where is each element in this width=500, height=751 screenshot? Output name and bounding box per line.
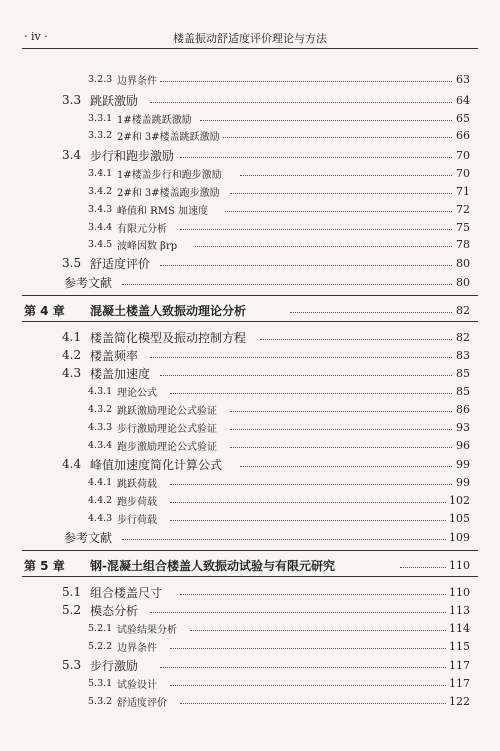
entry-number: 3.4.3 [88, 203, 113, 215]
entry-page: 82 [453, 331, 470, 344]
entry-title: 模态分析 [90, 602, 141, 619]
dot-leader [160, 265, 454, 266]
toc-entry[interactable] [0, 435, 500, 455]
dot-leader [150, 612, 454, 613]
entry-page: 85 [453, 367, 470, 380]
entry-number: 4.2 [62, 348, 82, 362]
entry-title: 舒适度评价 [90, 255, 153, 272]
dot-leader [170, 685, 454, 686]
entry-number: 4.4.3 [88, 512, 113, 524]
entry-page: 113 [446, 604, 470, 617]
chapter-divider [22, 576, 478, 577]
entry-title: 跑步荷载 [117, 493, 160, 508]
entry-page: 65 [453, 112, 470, 125]
dot-leader [180, 594, 454, 595]
toc-entry[interactable] [0, 125, 500, 145]
chapter-title: 混凝土楼盖人致振动理论分析 [90, 302, 249, 319]
entry-title: 参考文献 [64, 274, 115, 291]
entry-number: 5.3 [62, 658, 82, 672]
entry-page: 99 [453, 458, 470, 471]
dot-leader [260, 339, 454, 340]
dot-leader [230, 411, 454, 412]
toc-entry[interactable] [0, 691, 500, 711]
chapter-divider [22, 295, 478, 296]
toc-entry[interactable] [0, 582, 500, 602]
toc-entry[interactable] [0, 69, 500, 89]
entry-page: 110 [446, 559, 470, 572]
toc-entry[interactable] [0, 454, 500, 474]
entry-page: 70 [453, 149, 470, 162]
entry-page: 86 [453, 403, 470, 416]
entry-title: 舒适度评价 [117, 694, 170, 709]
entry-page: 80 [453, 257, 470, 270]
dot-leader [180, 229, 454, 230]
dot-leader [200, 120, 454, 121]
toc-entry[interactable] [0, 636, 500, 656]
entry-page: 63 [453, 73, 470, 86]
dot-leader [240, 466, 454, 467]
toc-entry-references[interactable] [0, 527, 500, 547]
dot-leader [195, 246, 454, 247]
entry-page: 117 [446, 677, 470, 690]
entry-number: 4.3.1 [88, 385, 113, 397]
entry-title: 理论公式 [117, 384, 160, 399]
entry-title: 试验结果分析 [117, 621, 180, 636]
chapter-divider [22, 321, 478, 322]
toc-entry[interactable] [0, 655, 500, 675]
entry-title: 步行荷载 [117, 511, 160, 526]
entry-title: 1#楼盖步行和跑步激励 [117, 166, 225, 181]
dot-leader [290, 312, 454, 313]
dot-leader [150, 357, 454, 358]
page-number: · iv · [24, 30, 48, 43]
entry-title: 跳跃荷载 [117, 475, 160, 490]
entry-number: 3.4.1 [88, 167, 113, 179]
toc-entry[interactable] [0, 181, 500, 201]
toc-entry[interactable] [0, 399, 500, 419]
dot-leader [160, 375, 454, 376]
chapter-number: 第 4 章 [24, 303, 65, 318]
toc-entry[interactable] [0, 417, 500, 437]
toc-entry[interactable] [0, 508, 500, 528]
entry-number: 5.3.2 [88, 695, 113, 707]
entry-number: 4.4.1 [88, 476, 113, 488]
dot-leader [170, 520, 454, 521]
entry-number: 5.2 [62, 603, 82, 617]
entry-number: 4.4 [62, 457, 82, 471]
entry-title: 2#和 3#楼盖跳跃激励 [117, 128, 223, 143]
toc-entry[interactable] [0, 199, 500, 219]
dot-leader [170, 393, 454, 394]
dot-leader [180, 703, 454, 704]
entry-title: 楼盖频率 [90, 347, 141, 364]
entry-title: 跳跃激励 [90, 92, 141, 109]
entry-page: 99 [453, 476, 470, 489]
toc-entry[interactable] [0, 90, 500, 110]
toc-entry[interactable] [0, 163, 500, 183]
entry-number: 4.3 [62, 366, 82, 380]
toc-entry[interactable] [0, 490, 500, 510]
toc-entry[interactable] [0, 673, 500, 693]
toc-entry[interactable] [0, 600, 500, 620]
toc-entry[interactable] [0, 363, 500, 383]
entry-page: 105 [446, 512, 470, 525]
entry-title: 有限元分析 [117, 220, 170, 235]
entry-page: 109 [446, 531, 470, 544]
entry-page: 117 [446, 659, 470, 672]
toc-chapter[interactable] [0, 300, 500, 320]
toc-entry[interactable] [0, 145, 500, 165]
toc-chapter[interactable] [0, 555, 500, 575]
dot-leader [170, 502, 454, 503]
chapter-number: 第 5 章 [24, 558, 65, 573]
dot-leader [170, 484, 454, 485]
dot-leader [225, 211, 454, 212]
entry-title: 参考文献 [64, 529, 115, 546]
entry-number: 3.5 [62, 256, 82, 270]
entry-page: 115 [446, 640, 470, 653]
entry-title: 步行激励 [90, 657, 141, 674]
entry-page: 75 [453, 221, 470, 234]
entry-number: 3.3 [62, 93, 82, 107]
entry-page: 80 [453, 276, 470, 289]
entry-page: 71 [453, 185, 470, 198]
entry-title: 波峰因数 βrp [117, 237, 180, 252]
chapter-title: 钢-混凝土组合楼盖人致振动试验与有限元研究 [90, 557, 338, 574]
toc-entry-references[interactable] [0, 272, 500, 292]
entry-number: 5.2.2 [88, 640, 113, 652]
entry-number: 3.4.5 [88, 238, 113, 250]
entry-number: 3.4.4 [88, 221, 113, 233]
entry-title: 边界条件 [117, 639, 160, 654]
entry-page: 66 [453, 129, 470, 142]
entry-page: 82 [453, 304, 470, 317]
entry-number: 3.3.2 [88, 129, 113, 141]
dot-leader [240, 175, 454, 176]
entry-page: 102 [446, 494, 470, 507]
entry-page: 114 [446, 622, 470, 635]
entry-number: 5.1 [62, 585, 82, 599]
entry-title: 试验设计 [117, 676, 160, 691]
entry-title: 组合楼盖尺寸 [90, 584, 165, 601]
entry-page: 70 [453, 167, 470, 180]
entry-title: 步行和跑步激励 [90, 147, 177, 164]
entry-title: 1#楼盖跳跃激励 [117, 111, 195, 126]
entry-title: 峰值和 RMS 加速度 [117, 202, 211, 217]
dot-leader [122, 539, 454, 540]
dot-leader [230, 447, 454, 448]
dot-leader [150, 102, 454, 103]
dot-leader [180, 157, 454, 158]
entry-number: 3.4 [62, 148, 82, 162]
toc-entry[interactable] [0, 472, 500, 492]
entry-page: 83 [453, 349, 470, 362]
entry-page: 110 [446, 586, 470, 599]
entry-page: 78 [453, 238, 470, 251]
entry-page: 64 [453, 94, 470, 107]
entry-page: 85 [453, 385, 470, 398]
toc-entry[interactable] [0, 345, 500, 365]
entry-title: 峰值加速度简化计算公式 [90, 456, 225, 473]
entry-number: 4.1 [62, 330, 82, 344]
dot-leader [220, 137, 454, 138]
toc-entry[interactable] [0, 253, 500, 273]
dot-leader [122, 284, 454, 285]
entry-page: 122 [446, 695, 470, 708]
entry-number: 3.3.1 [88, 112, 113, 124]
entry-title: 楼盖简化模型及振动控制方程 [90, 329, 249, 346]
entry-number: 4.3.4 [88, 439, 113, 451]
dot-leader [230, 193, 454, 194]
entry-number: 5.2.1 [88, 622, 113, 634]
dot-leader [160, 81, 454, 82]
dot-leader [190, 630, 454, 631]
entry-page: 96 [453, 439, 470, 452]
entry-number: 3.4.2 [88, 185, 113, 197]
entry-number: 3.2.3 [88, 73, 113, 85]
entry-number: 4.3.3 [88, 421, 113, 433]
dot-leader [160, 667, 454, 668]
chapter-divider [22, 550, 478, 551]
toc-entry[interactable] [0, 381, 500, 401]
entry-page: 93 [453, 421, 470, 434]
entry-title: 跳跃激励理论公式验证 [117, 402, 220, 417]
entry-title: 步行激励理论公式验证 [117, 420, 220, 435]
entry-number: 4.3.2 [88, 403, 113, 415]
toc-entry[interactable] [0, 327, 500, 347]
dot-leader [230, 429, 454, 430]
toc-entry[interactable] [0, 234, 500, 254]
entry-title: 跑步激励理论公式验证 [117, 438, 220, 453]
entry-title: 边界条件 [117, 72, 160, 87]
entry-page: 72 [453, 203, 470, 216]
dot-leader [170, 648, 454, 649]
book-title: 楼盖振动舒适度评价理论与方法 [173, 32, 327, 45]
entry-number: 4.4.2 [88, 494, 113, 506]
entry-title: 楼盖加速度 [90, 365, 153, 382]
toc-entry[interactable] [0, 618, 500, 638]
entry-title: 2#和 3#楼盖跑步激励 [117, 184, 223, 199]
entry-number: 5.3.1 [88, 677, 113, 689]
